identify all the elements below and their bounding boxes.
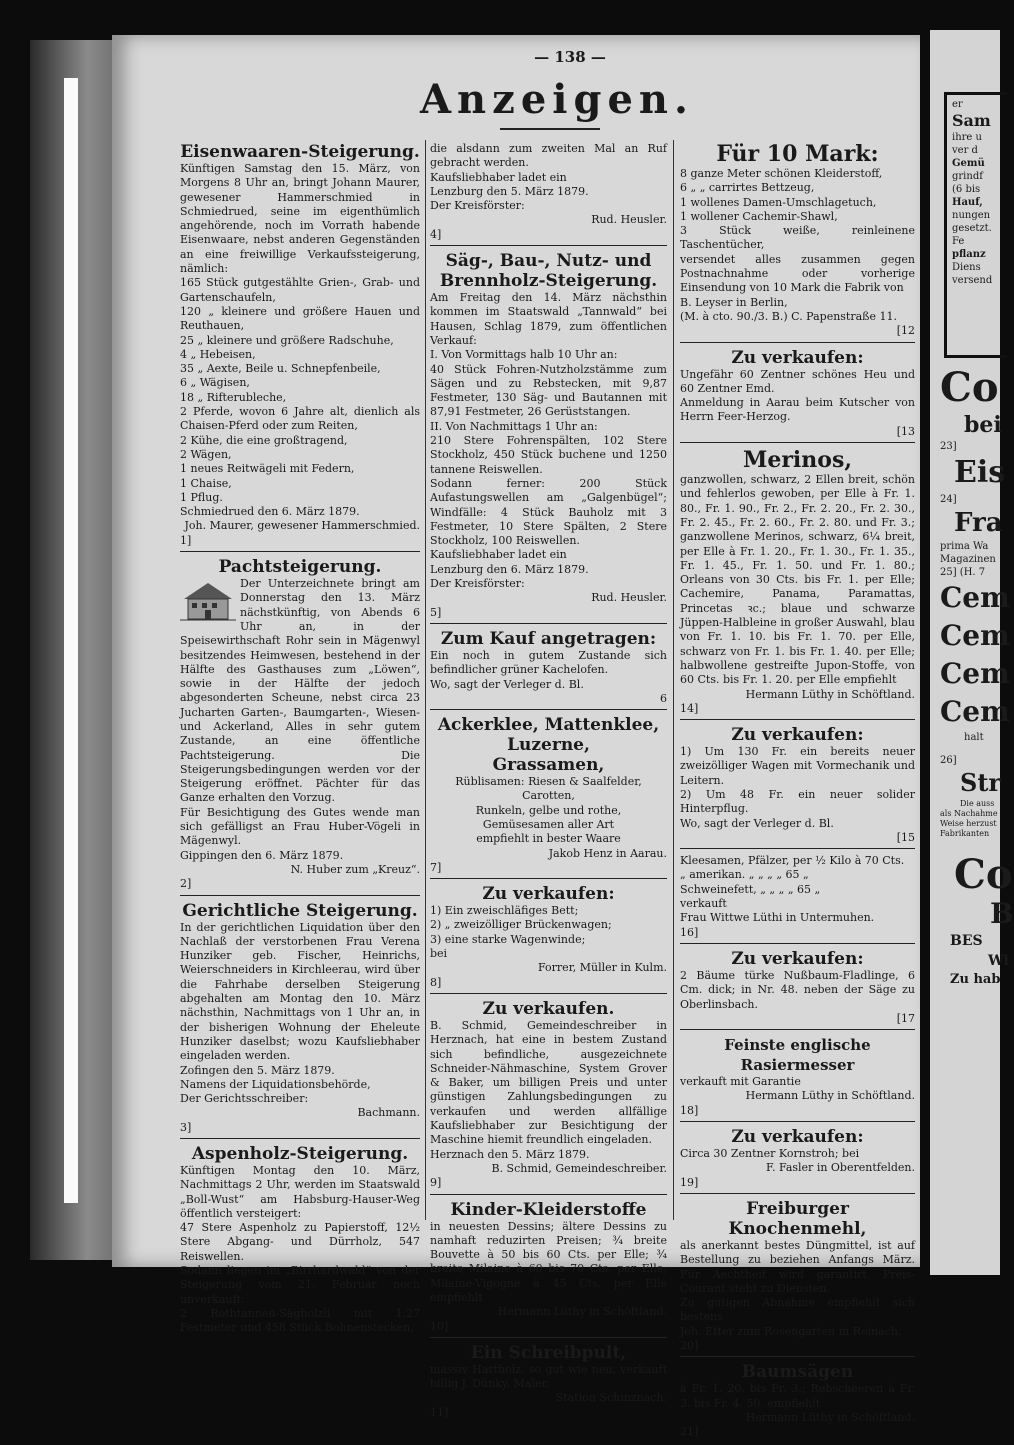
page-headline: Anzeigen. bbox=[420, 76, 694, 123]
ad-body: Künftigen Samstag den 15. März, von Morgens 8 Uhr an, bringt Johann Maurer, gewesener Hammerschmied in Schmiedrued, seine im eigenthümlich angehörende, noch im Vorrath habende Eisenwaare, nebst anderen Gegenständen an eine freiwillige Verkaufssteigerung, nämlich: 165 Stück gutgestählte Grien-, Grab- und Gartenschaufeln, 120 „ kleinere und größere Hauen und Reuthauen, 25 „ kleinere und größere Radschuhe, 4 „ Hebeisen, 35 „ Aexte, Beile u. Schnepfenbeile, 6 „ Wägisen, 18 „ Rifterubleche, 2 Pferde, wovon 6 Jahre alt, dienlich als Chaisen-Pferd oder zum Reiten, 2 Kühe, die eine großtragend, 2 Wägen, 1 neues Reitwägeli mit Federn, 1 Chaise, 1 Pflug. Schmiedrued den 6. März 1879. bbox=[180, 162, 420, 519]
ad-body: B. Schmid, Gemeindeschreiber in Herznach, hat eine in bestem Zustand sich befindliche, ausgezeichnete Schneider-Nähmaschine, System Grover & Baker, um billigen Preis und unter günstigen Zahlungsbedingungen zu verkaufen und werden allfällige Kaufsliebhaber zur Besichtigung der Maschine hiemit freundlich eingeladen. Herznach den 5. März 1879. bbox=[430, 1018, 667, 1161]
adjacent-text-line: Diens bbox=[952, 262, 981, 273]
advertisement bbox=[430, 1341, 667, 1423]
ad-signature: B. Schmid, Gemeindeschreiber. bbox=[491, 1161, 667, 1175]
ad-signature: N. Huber zum „Kreuz“. bbox=[290, 862, 420, 876]
adjacent-big-text: Co bbox=[940, 364, 999, 411]
ad-body: Kleesamen, Pfälzer, per ½ Kilo à 70 Cts. „ amerikan. „ „ „ „ 65 „ Schweinefett, „ „ „ „ 65 „ verkauft Frau Wittwe Lüthi in Untermuhen. bbox=[680, 854, 905, 925]
adjacent-text-line: Gemü bbox=[952, 158, 985, 169]
ad-signature: Bachmann. bbox=[357, 1106, 420, 1120]
advertisement bbox=[430, 882, 667, 994]
ad-signature: Jakob Henz in Aarau. bbox=[548, 846, 667, 860]
advertisement bbox=[430, 627, 667, 710]
ad-title: Freiburger Knochenmehl, bbox=[728, 1198, 867, 1239]
adjacent-text-line: versend bbox=[952, 275, 993, 286]
ad-body: Circa 30 Zentner Kornstroh; bei bbox=[680, 1147, 860, 1161]
ad-signature: Hermann Lüthy in Schöftland. bbox=[497, 1305, 667, 1319]
adjacent-page bbox=[930, 30, 1014, 1275]
adjacent-small-text: halt bbox=[964, 732, 984, 743]
advertisement bbox=[430, 997, 667, 1195]
adjacent-small-text: 23] bbox=[940, 441, 957, 452]
ad-title: Zu verkaufen: bbox=[731, 347, 864, 368]
adjacent-small-text: 26] bbox=[940, 755, 957, 766]
ad-body: ganzwollen, schwarz, 2 Ellen breit, schön und fehlerlos gewoben, per Elle à Fr. 1. 80., Fr. 1. 90., Fr. 2., Fr. 2. 20., Fr. 2. 30., Fr. 2. 45., Fr. 2. 60., Fr. 2. 80. und Fr. 3.; ganzwollene Merinos, schwarz, 6¼ breit, per Elle à Fr. 1. 20., Fr. 1. 30., Fr. 1. 35., Fr. 1. 45., Fr. 1. 50. und Fr. 1. 80.; Orleans von 30 Cts. bis Fr. 1. per Elle; Cachemire, Panama, Paramattas, Princetas ꝛc.; blaue und schwarze Jüppen-Halbleine in großer Auswahl, blau von Fr. 1. 10. bis Fr. 1. 70. per Elle, schwarz von Fr. 1. bis Fr. 1. 40. per Elle; halbwollene gestreifte Jupon-Stoffe, von 60 Cts. bis Fr. 1. 20. per Elle empfiehlt bbox=[680, 473, 915, 687]
ad-title: Zu verkaufen: bbox=[731, 725, 864, 746]
ad-number: [13 bbox=[896, 424, 915, 438]
advertisement bbox=[680, 723, 915, 849]
ad-body: in neuesten Dessins; ältere Dessins zu namhaft reduzirten Preisen; ¾ breite Bouvette à 50 bis 60 Cts. per Elle; ¾ breite Milaine à 60 bis 70 Cts. per Elle; Milaine-Vigogne à 45 Cts. per Elle empfiehlt bbox=[430, 1219, 667, 1304]
ad-number: 16] bbox=[680, 925, 699, 939]
ad-number: 5] bbox=[430, 605, 442, 619]
ad-body: 1) Ein zweischläfiges Bett; 2) „ zweizölliger Brückenwagen; 3) eine starke Wagenwinde; bei bbox=[430, 904, 612, 961]
ad-number: 6 bbox=[660, 691, 667, 705]
adjacent-text-line: pflanz bbox=[952, 249, 986, 260]
ad-number: 9] bbox=[430, 1176, 442, 1190]
ad-body: 2 Bäume türke Nußbaum-Fladlinge, 6 Cm. dick; in Nr. 48. neben der Säge zu Oberlinsbach. bbox=[680, 968, 915, 1011]
ad-title: Zu verkaufen. bbox=[482, 998, 615, 1019]
ad-number: [15 bbox=[896, 830, 915, 844]
adjacent-small-text: Magazinen bbox=[940, 554, 996, 565]
adjacent-text-line: Hauf, bbox=[952, 197, 983, 208]
ad-body: Ungefähr 60 Zentner schönes Heu und 60 Zentner Emd. Anmeldung in Aarau beim Kutscher von Herrn Feer-Herzog. bbox=[680, 367, 915, 424]
ad-title: Ackerklee, Mattenklee, Luzerne, Grassamen, bbox=[437, 715, 660, 776]
adjacent-text-line: nungen bbox=[952, 210, 991, 221]
adjacent-text-line: ihre u bbox=[952, 132, 982, 143]
ad-number: 10] bbox=[430, 1319, 449, 1333]
ad-body: Ein noch in gutem Zustande sich befindlicher grüner Kachelofen. Wo, sagt der Verleger d. Bl. bbox=[430, 648, 667, 691]
ad-signature: Forrer, Müller in Kulm. bbox=[538, 961, 667, 975]
ad-number: 3] bbox=[180, 1120, 192, 1134]
ad-signature: F. Fasler in Oberentfelden. bbox=[766, 1161, 915, 1175]
adjacent-text-line: Sam bbox=[952, 111, 991, 130]
ad-body: die alsdann zum zweiten Mal an Ruf gebracht werden. Kaufsliebhaber ladet ein Lenzburg den 5. März 1879. Der Kreisförster: bbox=[430, 142, 667, 213]
ad-number: 14] bbox=[680, 701, 699, 715]
ad-number: 7] bbox=[430, 860, 442, 874]
adjacent-small-text: prima Wa bbox=[940, 541, 989, 552]
ad-signature: Hermann Lüthy in Schöftland. bbox=[745, 1410, 915, 1424]
advertisement bbox=[180, 1142, 420, 1339]
ad-body: Künftigen Montag den 10. März, Nachmittags 2 Uhr, werden im Staatswald „Boll-Wust“ am Habsburg-Hauser-Weg öffentlich versteigert: 47 Stere Aspenholz zu Papierstoff, 12½ Stere Abgang- und Dürrholz, 547 Reiswellen. Sodann liegen im „Birrhardwald“ von der Steigerung vom 21. Februar noch unverkauft: 2 Rothtannen-Sägholzli mit 1,27 Festmeter und 458 Stück Bohnenstecken, bbox=[180, 1164, 420, 1335]
adjacent-small-text: als Nachahme bbox=[940, 809, 998, 818]
ad-body: 1) Um 130 Fr. ein bereits neuer zweizölliger Wagen mit Vormechanik und Leitern. 2) Um 48 Fr. ein neuer solider Hinterpflug. Wo, sagt der Verleger d. Bl. bbox=[680, 745, 915, 830]
ad-number: [12 bbox=[896, 324, 915, 338]
ad-number: 20] bbox=[680, 1339, 699, 1352]
advertisement bbox=[680, 1197, 915, 1357]
ad-body: Rüblisamen: Riesen & Saalfelder, Carotten, Runkeln, gelbe und rothe, Gemüsesamen aller Art empfiehlt in bester Waare bbox=[455, 775, 642, 846]
adjacent-ad-text bbox=[952, 98, 992, 287]
ad-number: 2] bbox=[180, 877, 192, 891]
adjacent-big-text: Co bbox=[954, 851, 1013, 898]
adjacent-big-text: Eis bbox=[954, 455, 1006, 490]
page-number: — 138 — bbox=[534, 48, 606, 66]
advertisement bbox=[180, 899, 420, 1139]
ad-title: Zu verkaufen: bbox=[731, 1127, 864, 1148]
ad-number: 19] bbox=[680, 1175, 699, 1189]
ad-title: Säg-, Bau-, Nutz- und Brennholz-Steigerung. bbox=[439, 251, 658, 292]
ad-title: Feinste englische Rasiermesser bbox=[724, 1036, 871, 1075]
ad-number: 18] bbox=[680, 1103, 699, 1117]
ad-signature: Joh. Maurer, gewesener Hammerschmied. bbox=[184, 519, 420, 533]
adjacent-big-text: Str bbox=[960, 768, 1002, 797]
adjacent-ads bbox=[940, 366, 1014, 989]
ad-body: à Fr. 1. 20. bis Fr. 3.; Rebscheeren à Fr. 3. bis Fr. 4. 50. empfiehlt bbox=[680, 1382, 915, 1410]
adjacent-small-text: Die auss bbox=[960, 799, 995, 808]
adjacent-big-text: Zu hab bbox=[950, 972, 1001, 987]
advertisement bbox=[680, 1360, 915, 1442]
ad-signature: Rud. Heusler. bbox=[591, 213, 667, 227]
ad-body: massiv Hartholz, so gut wie neu, verkauft billig J. Dünky, Maler, bbox=[430, 1362, 667, 1391]
ad-title: Ein Schreibpult, bbox=[470, 1342, 627, 1363]
adjacent-big-text: Cem bbox=[940, 619, 1010, 652]
ad-title: Baumsägen bbox=[741, 1362, 854, 1383]
column-divider bbox=[673, 140, 674, 1220]
ad-title: Kinder-Kleiderstoffe bbox=[450, 1199, 647, 1220]
adjacent-big-text: B bbox=[990, 897, 1014, 930]
ad-body: als anerkannt bestes Düngmittel, ist auf Bestellung zu beziehen Anfangs März. Für Aechtheit wird garantirt. Preis-Courant steht zu Diensten. Zu gütigen Abnahme empfiehlt sich bestens Joh. Etter zum Rosengarten in Reinach. bbox=[680, 1238, 915, 1338]
adjacent-big-text: Fra bbox=[954, 508, 1003, 538]
ad-title: Für 10 Mark: bbox=[716, 141, 879, 167]
ad-body: verkauft mit Garantie bbox=[680, 1075, 801, 1089]
adjacent-small-text: Weise herzust bbox=[940, 819, 997, 828]
adjacent-big-text: Cem bbox=[940, 581, 1010, 614]
column-right bbox=[680, 140, 915, 1445]
adjacent-text-line: er bbox=[952, 99, 963, 110]
ad-title: Pachtsteigerung. bbox=[218, 557, 382, 578]
column-middle bbox=[430, 140, 667, 1426]
adjacent-big-text: Cem bbox=[940, 695, 1010, 728]
advertisement bbox=[680, 1033, 915, 1122]
ad-number: 1] bbox=[180, 533, 192, 547]
adjacent-big-text: bei bbox=[964, 412, 1002, 438]
advertisement bbox=[680, 140, 915, 343]
advertisement bbox=[680, 947, 915, 1030]
adjacent-text-line: ver d bbox=[952, 145, 978, 156]
ad-signature: Station Schinznach. bbox=[555, 1391, 667, 1405]
ad-title: Merinos, bbox=[742, 447, 852, 474]
adjacent-text-line: grindf bbox=[952, 171, 983, 182]
ad-body: Der Unterzeichnete bringt am Donnerstag den 13. März nächstkünftig, von Abends 6 Uhr an, in der Speisewirthschaft Rohr sein in Mägenwyl besitzendes Heimwesen, bestehend in der Hälfte des Gasthauses zum „Löwen“, sowie in der Hälfte der jedoch abgesonderten Scheune, nebst circa 23 Jucharten Garten-, Baumgarten-, Wiesen- und Ackerland, Alles in sehr gutem Zustande, an eine öffentliche Pachtsteigerung. Die Steigerungsbedingungen werden vor der Steigerung eröffnet. Pächter für das Ganze erhalten den Vorzug. Für Besichtigung des Gutes wende man sich gefälligst an Frau Huber-Vögeli in Mägenwyl. Gippingen den 6. März 1879. bbox=[180, 577, 420, 862]
adjacent-text-line: (6 bis bbox=[952, 184, 981, 195]
ad-number: 21] bbox=[680, 1425, 699, 1439]
ad-signature: Hermann Lüthy in Schöftland. bbox=[745, 687, 915, 701]
advertisement bbox=[180, 140, 420, 552]
ad-title: Zum Kauf angetragen: bbox=[440, 628, 657, 649]
advertisement bbox=[180, 555, 420, 896]
adjacent-big-text: Cem bbox=[940, 657, 1010, 690]
column-divider bbox=[425, 140, 426, 1220]
ad-number: 4] bbox=[430, 227, 442, 241]
ad-title: Zu verkaufen: bbox=[482, 884, 615, 905]
adjacent-text-line: Fe bbox=[952, 236, 965, 247]
headline-rule bbox=[500, 128, 600, 130]
ad-signature: Rud. Heusler. bbox=[591, 591, 667, 605]
adjacent-small-text: Fabrikanten bbox=[940, 829, 990, 838]
advertisement bbox=[430, 713, 667, 879]
adjacent-big-text: Wi bbox=[988, 953, 1009, 969]
ad-number: 8] bbox=[430, 975, 442, 989]
ad-signature: Hermann Lüthy in Schöftland. bbox=[745, 1089, 915, 1103]
advertisement bbox=[680, 1125, 915, 1194]
advertisement bbox=[680, 446, 915, 720]
ad-body: 8 ganze Meter schönen Kleiderstoff, 6 „ „ carrirtes Bettzeug, 1 wollenes Damen-Umschlagetuch, 1 wollener Cachemir-Shawl, 3 Stück weiße, reinleinene Taschentücher, versendet alles zusammen gegen Postnachnahme oder vorherige Einsendung von 10 Mark die Fabrik von B. Leyser in Berlin, (M. à cto. 90./3. B.) C. Papenstraße 11. bbox=[680, 167, 915, 323]
farmhouse-illustration bbox=[180, 579, 236, 623]
advertisement bbox=[430, 1198, 667, 1338]
advertisement bbox=[430, 249, 667, 624]
ad-body: In der gerichtlichen Liquidation über den Nachlaß der verstorbenen Frau Verena Hunziker geb. Fischer, Heinrichs, Weierschneiders in Kirchleerau, wird über die Fahrhabe derselben Steigerung abgehalten am Montag den 10. März nächsthin, Nachmittags von 1 Uhr an, in der bisherigen Wohnung der Eheleute Hunziker daselbst; wozu Kaufsliebhaber eingeladen werden. Zofingen den 5. März 1879. Namens der Liquidationsbehörde, Der Gerichtsschreiber: bbox=[180, 920, 420, 1106]
advertisement bbox=[430, 140, 667, 246]
ad-number: [17 bbox=[896, 1011, 915, 1025]
page-edge-strip bbox=[64, 78, 78, 1203]
adjacent-small-text: 24] bbox=[940, 494, 957, 505]
ad-body: Am Freitag den 14. März nächsthin kommen im Staatswald „Tannwald“ bei Hausen, Schlag 1879, zum öffentlichen Verkauf: I. Von Vormittags halb 10 Uhr an: 40 Stück Fohren-Nutzholzstämme zum Sägen und zu Rebstecken, mit 9,87 Festmeter, 130 Säg- und Bautannen mit 87,91 Festmeter, 26 Gerüststangen. II. Von Nachmittags 1 Uhr an: 210 Stere Fohrenspälten, 102 Stere Stockholz, 450 Stück buchene und 1250 tannene Reiswellen. Sodann ferner: 200 Stück Aufastungswellen am „Galgenbügel“; Windfälle: 4 Stück Bauholz mit 3 Festmeter, 10 Stere Spälten, 2 Stere Stockholz, 100 Reiswellen. Kaufsliebhaber ladet ein Lenzburg den 6. März 1879. Der Kreisförster: bbox=[430, 291, 667, 591]
advertisement bbox=[680, 346, 915, 443]
ad-title: Zu verkaufen: bbox=[731, 948, 864, 969]
advertisement bbox=[680, 852, 915, 944]
adjacent-small-text: 25] (H. 7 bbox=[940, 567, 986, 578]
ad-title: Gerichtliche Steigerung. bbox=[182, 900, 418, 921]
column-left bbox=[180, 140, 420, 1342]
adjacent-big-text: BES bbox=[950, 933, 983, 949]
ad-title: Eisenwaaren-Steigerung. bbox=[180, 142, 420, 162]
adjacent-text-line: gesetzt. bbox=[952, 223, 992, 234]
ad-title: Aspenholz-Steigerung. bbox=[191, 1144, 409, 1164]
ad-number: 11] bbox=[430, 1405, 449, 1419]
